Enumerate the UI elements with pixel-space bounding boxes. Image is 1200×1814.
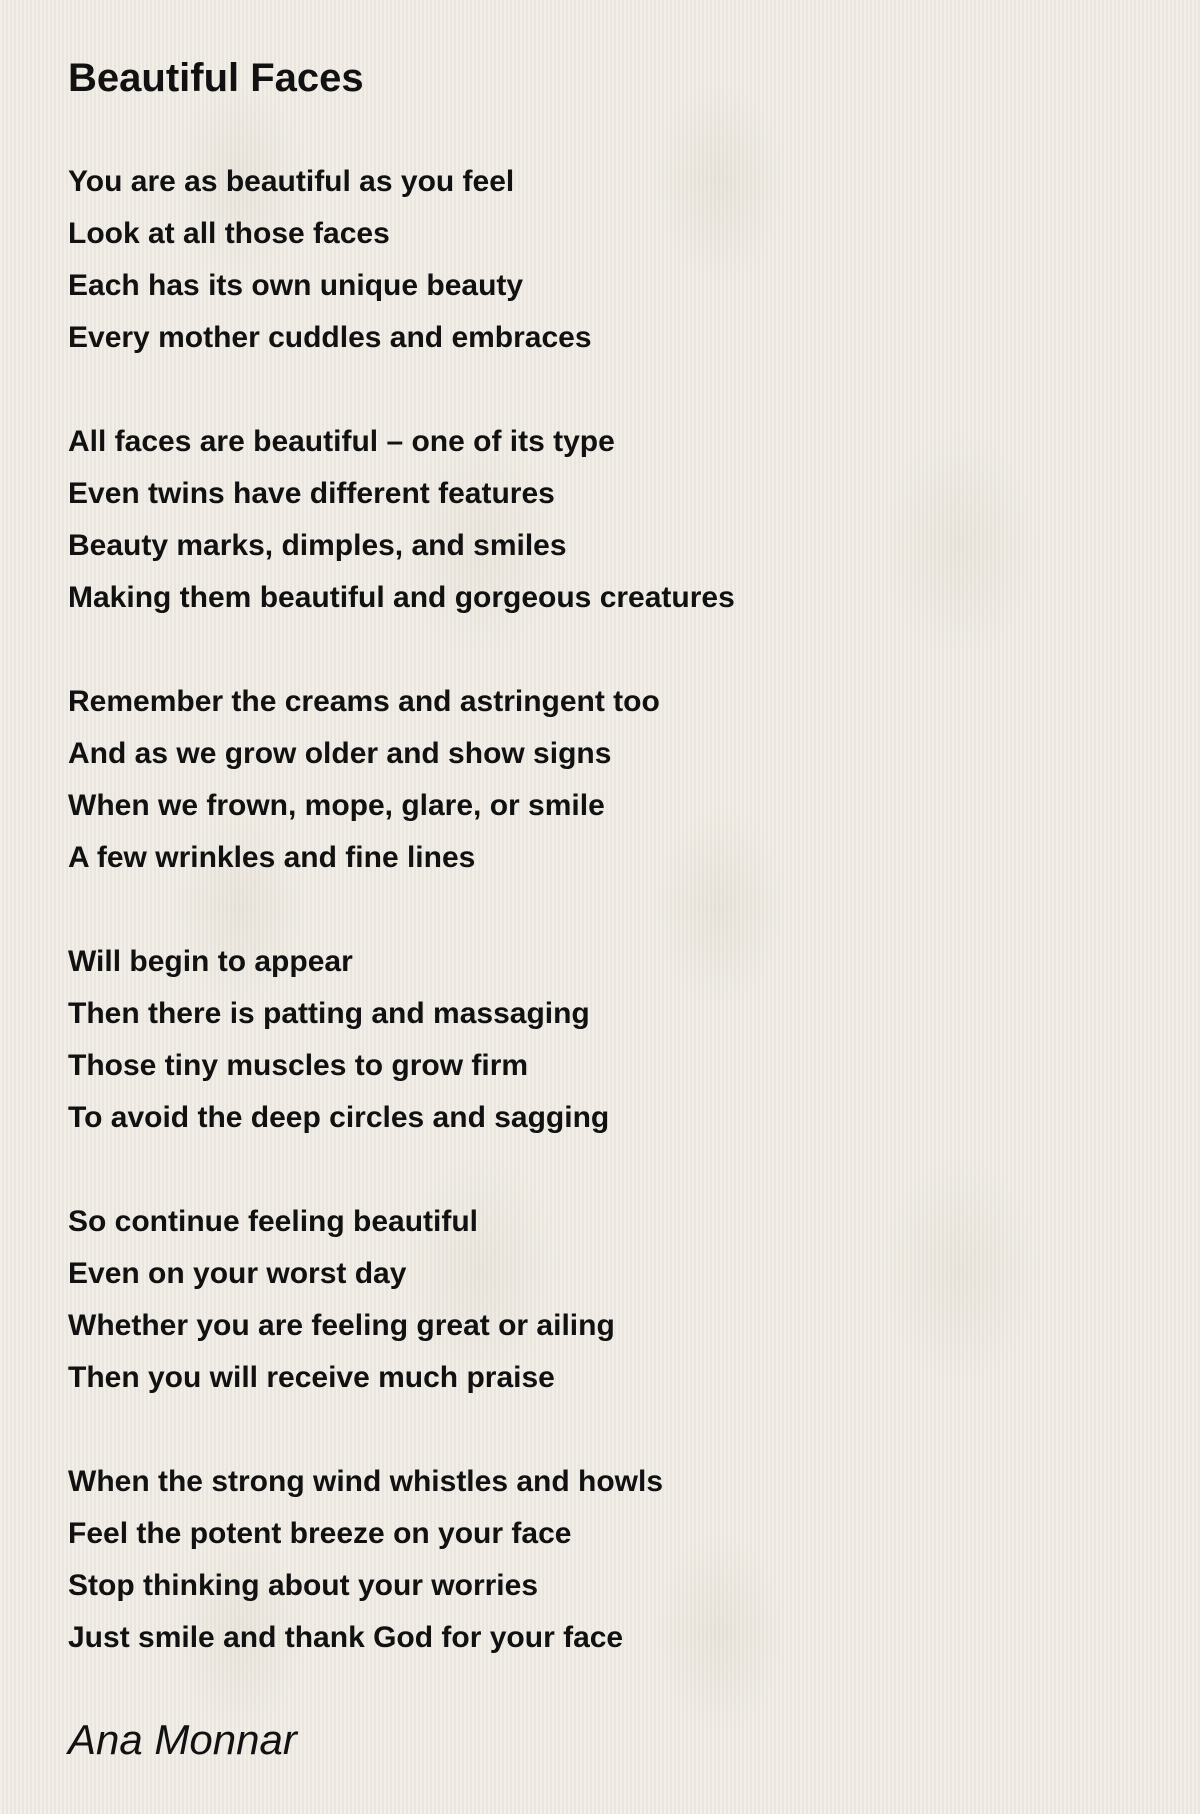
poem-title: Beautiful Faces	[68, 56, 364, 100]
poem-line: Each has its own unique beauty	[68, 269, 524, 302]
poem-line: Remember the creams and astringent too	[68, 685, 660, 718]
poem-line: Just smile and thank God for your face	[68, 1621, 624, 1654]
poem-line: Those tiny muscles to grow firm	[68, 1049, 529, 1082]
stanza-4	[68, 936, 1148, 1144]
poem-line: Even twins have different features	[68, 477, 555, 510]
poem-line: Will begin to appear	[68, 945, 353, 978]
poem-line: You are as beautiful as you feel	[68, 165, 515, 198]
stanza-2	[68, 416, 1148, 624]
poem-line: A few wrinkles and fine lines	[68, 841, 476, 874]
poem-line: All faces are beautiful – one of its type	[68, 425, 615, 458]
poem-container	[68, 48, 1148, 1716]
poem-line: Then there is patting and massaging	[68, 997, 590, 1030]
stanza-5	[68, 1196, 1148, 1404]
stanza-3	[68, 676, 1148, 884]
poem-line: When the strong wind whistles and howls	[68, 1465, 664, 1498]
poem-line: To avoid the deep circles and sagging	[68, 1101, 610, 1134]
poem-line: Every mother cuddles and embraces	[68, 321, 592, 354]
poem-line: When we frown, mope, glare, or smile	[68, 789, 605, 822]
stanza-1	[68, 156, 1148, 364]
poem-line: Making them beautiful and gorgeous creatures	[68, 581, 735, 614]
poem-line: Whether you are feeling great or ailing	[68, 1309, 615, 1342]
poem-author: Ana Monnar	[68, 1716, 297, 1763]
poem-line: Beauty marks, dimples, and smiles	[68, 529, 567, 562]
poem-line: Then you will receive much praise	[68, 1361, 555, 1394]
poem-line: Even on your worst day	[68, 1257, 407, 1290]
poem-line: And as we grow older and show signs	[68, 737, 612, 770]
stanza-6	[68, 1456, 1148, 1664]
poem-line: So continue feeling beautiful	[68, 1205, 479, 1238]
poem-line: Stop thinking about your worries	[68, 1569, 539, 1602]
poem-line: Feel the potent breeze on your face	[68, 1517, 572, 1550]
poem-line: Look at all those faces	[68, 217, 390, 250]
